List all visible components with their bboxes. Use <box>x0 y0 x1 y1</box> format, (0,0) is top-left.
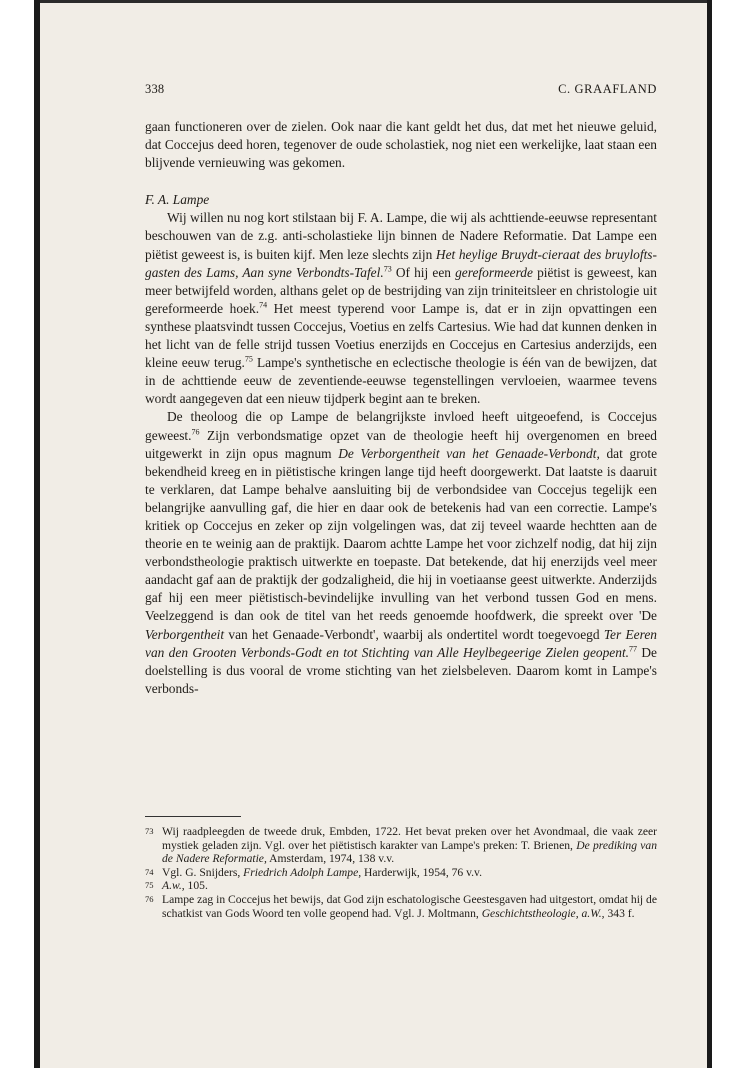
work-title: Het heylige Bruydt-cieraat des bruylofts-gasten des Lams, Aan syne Verbondts-Tafel. <box>145 246 657 280</box>
main-text <box>145 118 657 698</box>
work-title: Verborgentheit <box>145 626 225 642</box>
work-title: De Verborgentheit van het Genaade-Verbondt, <box>338 445 600 461</box>
footnote-text: Harderwijk, 1954, 76 v.v. <box>361 865 482 879</box>
text-run: piëtist is geweest, kan meer betwijfeld worden, althans gelet op de bestrijding van zijn triniteitsleer en christologie uit gereformeerde hoek. <box>145 264 657 316</box>
paragraph-lampe-intro <box>145 209 657 408</box>
footnote-73 <box>145 825 657 866</box>
text-run: Wij willen nu nog kort stilstaan bij F. A. Lampe, die wij als achttiende-eeuwse representant beschouwen van de z.g. anti-scholastieke lijn binnen de Nadere Reformatie. Dat Lampe een piëtist geweest is, is buiten kijf. Men leze slechts zijn <box>145 210 657 262</box>
text-run: Zijn verbondsmatige opzet van de theologie heeft hij overgenomen en breed uitgewerkt in zijn opus magnum <box>145 427 657 461</box>
scan-top-edge <box>0 0 738 3</box>
emphasis: gereformeerde <box>455 264 533 280</box>
footnote-ref-76[interactable]: 76 <box>191 427 200 437</box>
work-subtitle: Ter Eeren van den Grooten Verbonds-Godt en tot Stichting van Alle Heylbegeerige Zielen geopent. <box>145 626 657 660</box>
footnote-number: 73 <box>145 826 154 836</box>
section-heading: F. A. Lampe <box>145 192 210 208</box>
footnote-title: A.w., <box>162 879 185 893</box>
scan-left-edge <box>34 0 40 1068</box>
paragraph-coccejus-influence <box>145 408 657 698</box>
footnote-number: 74 <box>145 866 154 877</box>
footnote-75 <box>145 879 657 893</box>
footnote-text: Amsterdam, 1974, 138 v.v. <box>266 852 395 866</box>
footnote-text: 343 f. <box>604 906 635 920</box>
text-run: De theoloog die op Lampe de belangrijkste invloed heeft uitgeoefend, is Coccejus geweest. <box>145 409 657 443</box>
footnote-ref-73[interactable]: 73 <box>383 264 392 274</box>
footnote-title: Geschichtstheologie, a.W., <box>481 906 605 920</box>
footnote-text: Wij raadpleegden de tweede druk, Embden, 1722. Het bevat preken over het Avondmaal, die vaak zeer mystiek geladen zijn. Vgl. over het piëtistisch karakter van Lampe's preken: T. Brienen, <box>162 825 657 852</box>
footnote-text: Vgl. G. Snijders, <box>162 865 244 879</box>
footnote-ref-74[interactable]: 74 <box>259 300 268 310</box>
footnote-text: 105. <box>184 879 208 893</box>
running-author: C. GRAAFLAND <box>558 82 657 96</box>
footnote-76 <box>145 893 657 920</box>
footnote-title: Friedrich Adolph Lampe, <box>243 865 362 879</box>
footnote-text: Lampe zag in Coccejus het bewijs, dat God zijn eschatologische Geestesgaven had uitgestort, omdat hij de schatkist van Gods Woord ten volle geopend had. Vgl. J. Moltmann, <box>162 892 657 920</box>
text-run: Of hij een <box>391 264 456 280</box>
footnote-74 <box>145 866 657 880</box>
text-run: Het meest typerend voor Lampe is, dat er in zijn opvattingen een synthese plaatsvindt tussen Coccejus, Voetius en zelfs Cartesius. Wie had dat kunnen denken in het licht van de felle strijd tussen Voetius enerzijds en Coccejus en Cartesius anderzijds, een kleine eeuw terug. <box>145 300 657 371</box>
text-run: Lampe's synthetische en eclectische theologie is één van de bewijzen, dat in de achttiende eeuw de zeventiende-eeuwse tegenstellingen vervloeien, waarmee tevens wordt aangegeven dat een nieuw tijdperk begint aan te breken. <box>145 355 657 407</box>
footnote-title: De prediking van de Nadere Reformatie, <box>162 838 658 866</box>
footnote-ref-75[interactable]: 75 <box>244 354 253 364</box>
text-run: dat grote bekendheid kreeg en in piëtistische kringen lange tijd heeft doorgewerkt. Dat laatste is daaruit te verklaren, dat Lampe behalve aansluiting bij de verbondsidee van Coccejus tegelijk een belangrijke aanvulling gaf, die hier en daar ook de betekenis had van een correctie. Lampe's kritiek op Coccejus en zeker op zijn volgelingen was, dat zij teveel waarde hechtten aan de theorie en te weinig aan de praktijk. Daarom achtte Lampe het voor zichzelf nodig, dat hij zijn verbondstheologie praktisch uitwerkte en toepaste. Dat betekende, dat hij enerzijds veel meer aandacht gaf aan de praktijk der godzaligheid, die hij in voetiaanse geest uitwerkte. Anderzijds gaf hij een meer piëtistisch-bevindelijke invulling van het verbond tussen God en mens. Veelzeggend is dan ook de titel van het reeds genoemde hoofdwerk, die spreekt over 'De <box>145 445 658 624</box>
page-number: 338 <box>145 82 165 96</box>
footnote-ref-77[interactable]: 77 <box>629 644 638 654</box>
scan-right-edge <box>707 0 712 1068</box>
footnotes <box>145 825 657 920</box>
footnote-separator <box>145 816 241 817</box>
footnote-number: 75 <box>145 880 154 891</box>
footnote-number: 76 <box>145 893 154 904</box>
intro-paragraph: gaan functioneren over de zielen. Ook naar die kant geldt het dus, dat met het nieuwe geluid, dat Coccejus deed horen, tegenover de oude scholastiek, nog niet een werkelijke, laat staan een blijvende vernieuwing was gekomen. <box>145 119 657 171</box>
running-header <box>145 82 657 100</box>
text-run: De doelstelling is dus vooral de vrome stichting van het zielsbeleven. Daarom komt in Lampe's verbonds- <box>145 644 657 696</box>
text-run: van het Genaade-Verbondt', waarbij als ondertitel wordt toegevoegd <box>224 626 604 642</box>
scan-right-margin <box>712 0 738 1068</box>
